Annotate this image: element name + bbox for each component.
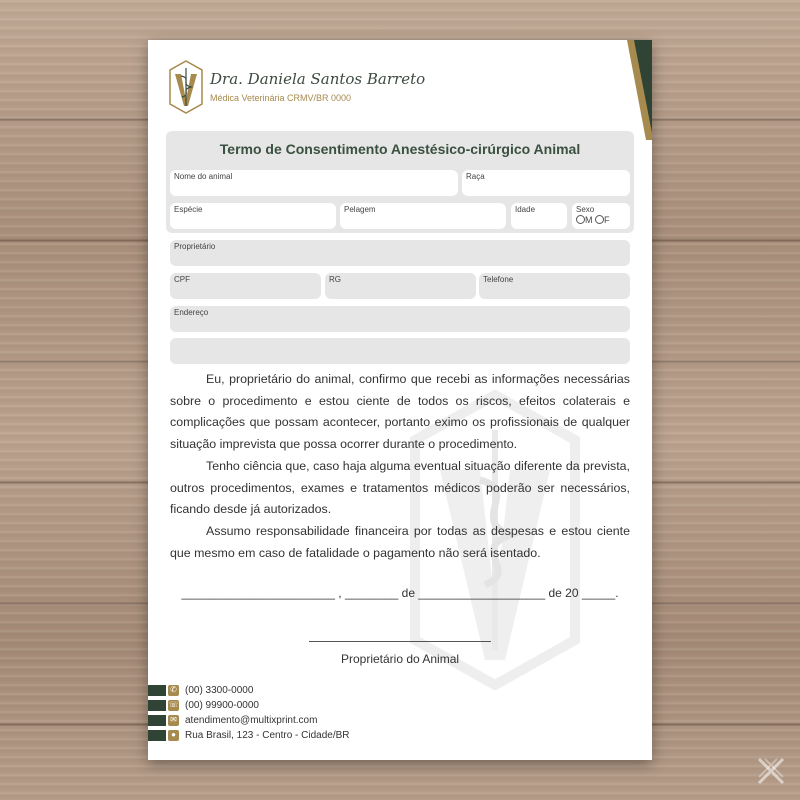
contact-email	[148, 714, 317, 726]
address-field[interactable]	[170, 306, 630, 332]
email-icon: ✉	[168, 715, 179, 726]
contact-text: atendimento@multixprint.com	[185, 714, 318, 726]
contact-text: Rua Brasil, 123 - Centro - Cidade/BR	[185, 729, 350, 741]
breed-field[interactable]	[462, 170, 630, 196]
sex-label: Sexo	[576, 205, 595, 214]
document-sheet	[148, 40, 652, 760]
contact-bar	[148, 715, 166, 726]
sex-m-radio[interactable]	[576, 215, 585, 224]
address-continuation-field[interactable]	[170, 338, 630, 364]
whatsapp-icon: ☏	[168, 700, 179, 709]
breed-label: Raça	[466, 172, 485, 181]
age-label: Idade	[515, 205, 536, 214]
rg-field[interactable]	[325, 273, 476, 299]
cpf-field[interactable]	[170, 273, 321, 299]
doctor-registration: Médica Veterinária CRMV/BR 0000	[210, 93, 352, 103]
contact-bar	[148, 700, 166, 711]
contact-phone	[148, 684, 253, 696]
consent-paragraph: Tenho ciência que, caso haja alguma eventual situação diferente da prevista, outros procedimentos, exames e tratamentos médicos poderão ser necessários, ficando desde já autorizados.	[170, 458, 630, 517]
consent-text	[170, 369, 630, 564]
date-line: _______________________ , ________ de ___________________ de 20 _____.	[181, 586, 619, 600]
consent-paragraph: Assumo responsabilidade financeira por todas as despesas e estou ciente que mesmo em caso de fatalidade o pagamento não será isentado.	[170, 523, 630, 560]
veterinary-logo-icon	[168, 60, 204, 114]
sex-f-label: F	[604, 215, 610, 225]
location-icon: ●	[168, 730, 179, 741]
sex-field	[572, 203, 630, 229]
form-title: Termo de Consentimento Anestésico-cirúrgico Animal	[219, 141, 581, 157]
animal-name-label: Nome do animal	[174, 172, 233, 181]
sex-m-label: M	[585, 215, 593, 225]
rg-label: RG	[329, 275, 341, 284]
address-label: Endereço	[174, 308, 209, 317]
phone-icon: ✆	[168, 685, 179, 696]
coat-label: Pelagem	[344, 205, 376, 214]
species-label: Espécie	[174, 205, 203, 214]
contact-bar	[148, 685, 166, 696]
animal-name-field[interactable]	[170, 170, 458, 196]
corner-stripe-decoration	[582, 40, 652, 140]
phone-label: Telefone	[483, 275, 514, 284]
contact-text: (00) 99900-0000	[185, 699, 259, 711]
owner-field[interactable]	[170, 240, 630, 266]
owner-label: Proprietário	[174, 242, 216, 251]
age-field[interactable]	[511, 203, 567, 229]
cpf-label: CPF	[174, 275, 190, 284]
contact-whatsapp	[148, 699, 259, 711]
sex-f-radio[interactable]	[595, 215, 604, 224]
consent-paragraph: Eu, proprietário do animal, confirmo que recebi as informações necessárias sobre o procedimento e estou ciente de todos os riscos, efeitos colaterais e complicações que possam acontecer, portanto eximo os profissionais de qualquer situação imprevista que possa ocorrer durante o procedimento.	[170, 372, 630, 452]
signature-label: Proprietário do Animal	[340, 652, 460, 666]
contact-address	[148, 729, 350, 741]
phone-field[interactable]	[479, 273, 630, 299]
coat-field[interactable]	[340, 203, 506, 229]
contact-bar	[148, 730, 166, 741]
doctor-name: Dra. Daniela Santos Barreto	[210, 70, 426, 88]
contact-text: (00) 3300-0000	[185, 684, 254, 696]
signature-line	[309, 641, 491, 642]
brand-watermark-icon	[756, 756, 786, 786]
species-field[interactable]	[170, 203, 336, 229]
